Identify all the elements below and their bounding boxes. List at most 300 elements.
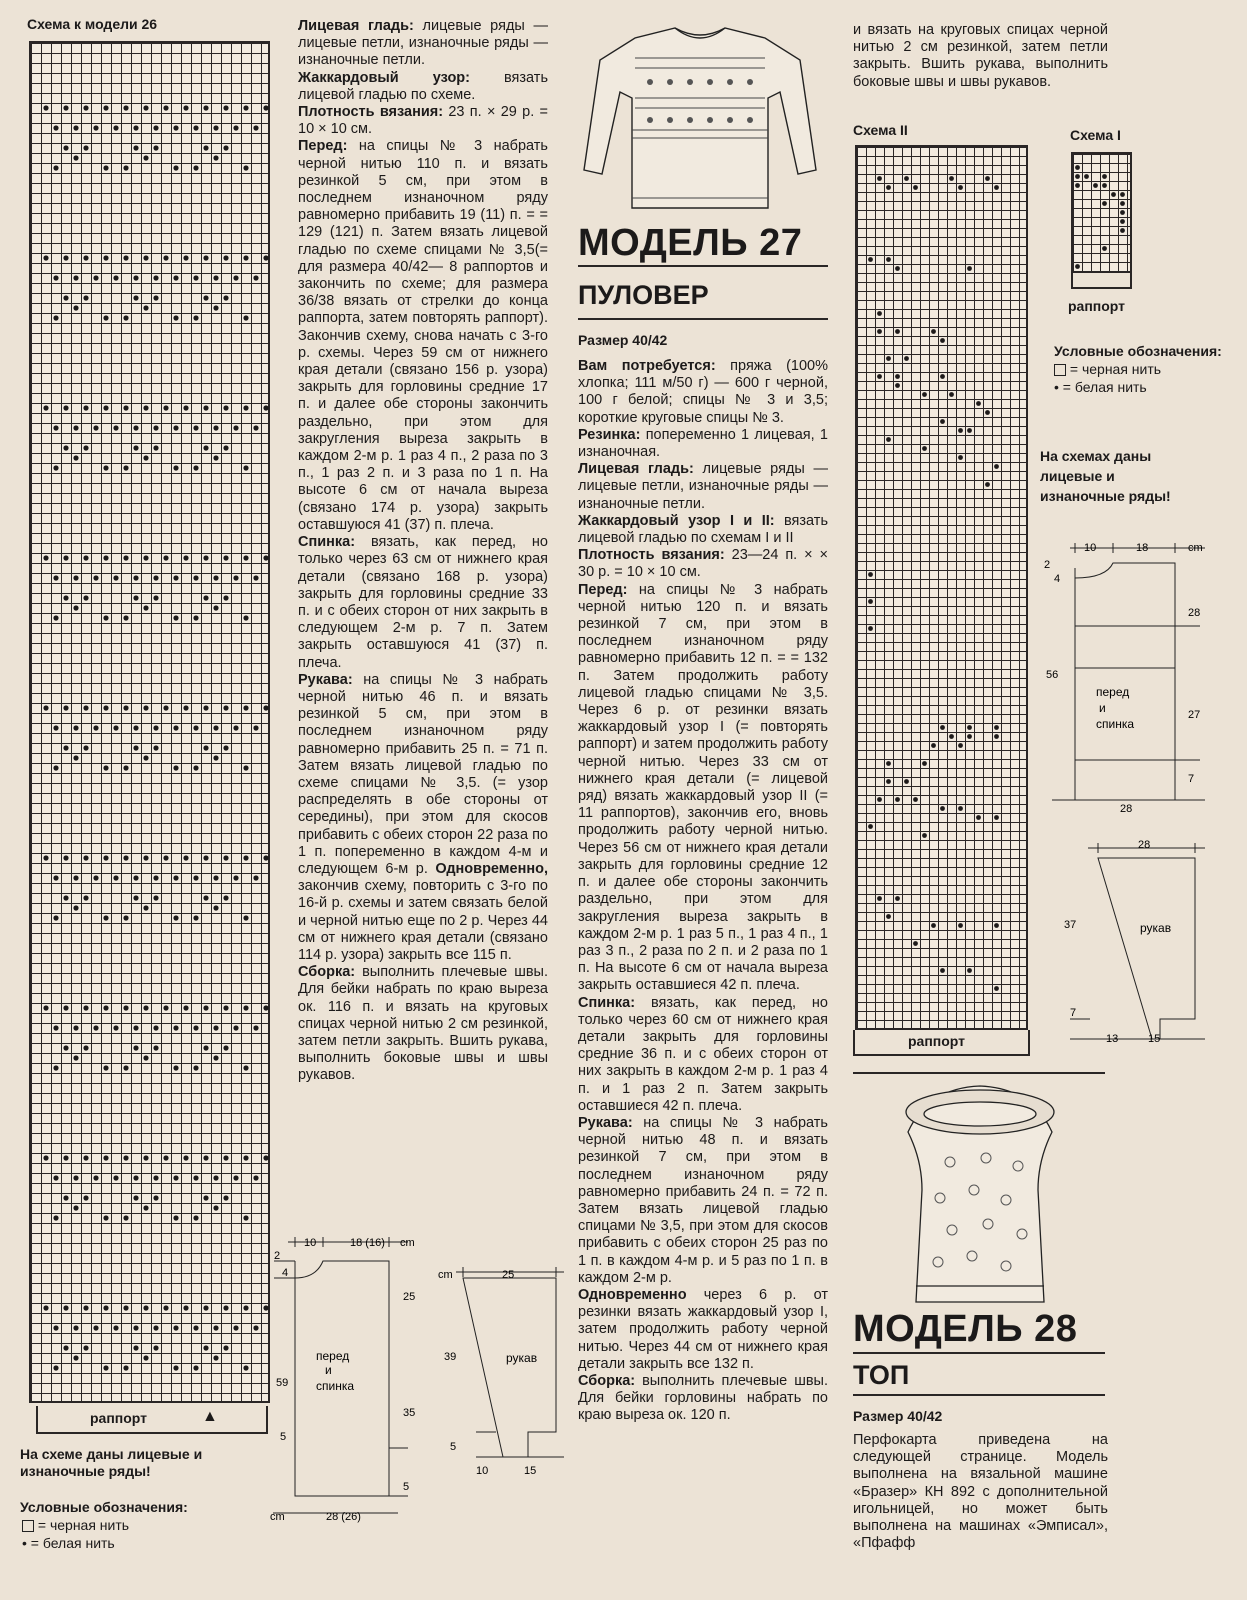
scheme2-dot [958,806,963,811]
scheme26-dot [83,145,88,150]
scheme26-dot [103,555,108,560]
scheme26-dot [223,1155,228,1160]
scheme26-rapport-label: раппорт [90,1410,148,1426]
scheme1-dot [1120,201,1125,206]
scheme26-dots [31,43,272,1405]
scheme26-dot [133,1345,138,1350]
scheme2-dot [940,419,945,424]
scheme1-grid [1071,152,1132,273]
scheme26-dot [53,275,58,280]
scheme2-dot [886,914,891,919]
scheme26-dot [173,165,178,170]
scheme26-dot [103,315,108,320]
pattern27-body [1040,538,1210,823]
scheme26-dot [223,255,228,260]
scheme26-dot [223,295,228,300]
p26-left-5: 5 [280,1431,287,1443]
scheme26-dot [143,1005,148,1010]
scheme26-dot [103,705,108,710]
scheme26-dot [53,1025,58,1030]
scheme26-dot [73,605,78,610]
scheme26-dot [123,765,128,770]
scheme26-dot [133,1195,138,1200]
p26-sl-top: 25 [502,1269,515,1281]
scheme26-dot [123,465,128,470]
p26-sl-10: 10 [476,1465,489,1477]
scheme2-dot [886,356,891,361]
scheme26-dot [243,165,248,170]
p27-right-28: 28 [1188,607,1201,619]
scheme26-dot [243,105,248,110]
scheme26-dot [193,165,198,170]
scheme26-dot [93,1325,98,1330]
scheme26-dot [63,1155,68,1160]
p27-right-27: 27 [1188,709,1201,721]
scheme2-dot [949,176,954,181]
scheme1-dot [1102,183,1107,188]
scheme26-dot [83,405,88,410]
scheme26-dot [173,1365,178,1370]
scheme26-dot [123,1365,128,1370]
scheme26-dot [113,725,118,730]
scheme2-dot [931,743,936,748]
scheme2-dot [904,176,909,181]
scheme1-dot [1102,201,1107,206]
scheme26-dot [103,1005,108,1010]
m27-p9-title: Одновременно [578,1286,687,1303]
scheme26-dot [93,875,98,880]
scheme26-dot [113,1175,118,1180]
scheme2-dot [958,923,963,928]
scheme26-dot [223,555,228,560]
scheme26-dot [43,405,48,410]
scheme26-dot [53,465,58,470]
scheme26-dot [223,745,228,750]
p26-top-cm: cm [400,1237,415,1249]
scheme26-dot [173,425,178,430]
scheme26-dot [233,875,238,880]
scheme1-dot [1075,264,1080,269]
m27-p10: выполнить плечевые швы. Для бейки горловины набрать по краю выреза ок. 120 п. [578,1372,828,1424]
m26-p5: вязать, как перед, но только через 63 см от нижнего края детали (связано 168 р. узора) закрыть для горловины средние 33 п. и с обеих сторон от них закрыть в следующем 2-м р. 7 п. Затем закрыть оставшуюся 41 (37) п. плеча. [298,534,548,671]
scheme26-dot [83,895,88,900]
scheme2-dot [949,734,954,739]
scheme26-dot [173,1325,178,1330]
model28-rule-top [853,1072,1105,1074]
scheme26-dot [103,465,108,470]
p27-sl-37: 37 [1064,919,1077,931]
m26-p6-emph: Одновременно, [435,860,548,877]
p26-sl-cm: cm [438,1269,453,1281]
scheme26-dot [143,1205,148,1210]
scheme26-dot [133,725,138,730]
scheme2-dot [868,257,873,262]
pattern27-outline [1075,563,1175,800]
scheme26-dot [203,1195,208,1200]
scheme26-dot [113,425,118,430]
scheme26-dot [173,575,178,580]
scheme26-dot [163,255,168,260]
scheme26-dot [53,1065,58,1070]
scheme26-dot [253,875,258,880]
model27-subtitle: ПУЛОВЕР [578,280,709,310]
scheme2-dot [994,923,999,928]
scheme2-dot [922,446,927,451]
scheme26-dot [123,1215,128,1220]
scheme26-dot [243,405,248,410]
top28-illustration [888,1080,1073,1312]
pattern26-sleeve-outline [463,1278,556,1457]
scheme26-dot [103,1065,108,1070]
scheme1-dot [1084,174,1089,179]
scheme26-dot [213,1205,218,1210]
scheme2-dot [868,599,873,604]
scheme26-dot [193,1025,198,1030]
scheme26-dot [63,405,68,410]
scheme1-rapport-bracket [1071,273,1132,289]
scheme26-dot [233,575,238,580]
scheme1-dots [1073,154,1134,275]
p27-top-cm: cm [1188,542,1203,554]
scheme26-dot [213,905,218,910]
scheme26-dot [203,295,208,300]
scheme26-dot [203,105,208,110]
scheme26-dot [213,725,218,730]
scheme2-dot [886,761,891,766]
pattern27-sleeve [1040,836,1210,1056]
scheme26-dot [203,255,208,260]
p27-right-7: 7 [1188,773,1195,785]
scheme26-dot [223,1195,228,1200]
scheme26-dot [143,555,148,560]
scheme26-dot [193,915,198,920]
scheme2-dot [895,383,900,388]
scheme26-dot [143,1305,148,1310]
scheme26-dot [63,745,68,750]
scheme26-dot [133,145,138,150]
scheme26-dot [103,765,108,770]
scheme26-dot [53,1365,58,1370]
scheme26-dot [223,445,228,450]
m27-p6: на спицы № 3 набрать черной нитью 120 п. и вязать резинкой 7 см, при этом в последнем изнаночном ряду равномерно прибавить 12 п. = = 132 п. Затем продолжить работу лицевой гладью спицами № 3,5. Через 6 р. от резинки вязать жаккардовый узор I (= повторять раппорт) и затем продолжить работу черной нитью. Через 33 см от нижнего края детали (= лицевой ряд) вязать жаккардовый узор II (= 11 раппортов), закончив его, вновь продолжить работу черной нитью. Через 56 см от нижнего края детали закрыть для горловины средние 12 п. и далее обе стороны закончить раздельно, при этом для закругления выреза закрыть в каждом 2-м р. 1 раз 5 п., 1 раз 4 п., 1 раз 3 п., 2 раза по 2 п. и 2 раза по 1 п. На высоте 6 см от начала выреза закрыть оставшиеся 42 п. плеча. [578,581,828,994]
scheme26-dot [243,705,248,710]
scheme1-dot [1102,174,1107,179]
model28-size: Размер 40/42 [853,1408,943,1424]
scheme26-dot [243,615,248,620]
p26-label1: перед [316,1349,350,1363]
scheme1-dot [1093,183,1098,188]
model28-rule2 [853,1394,1105,1396]
p26-sl-label: рукав [506,1351,538,1365]
scheme26-dot [43,255,48,260]
scheme26-dot [123,705,128,710]
scheme26-dot [83,1345,88,1350]
scheme26-dot [173,275,178,280]
scheme26-dot [193,575,198,580]
scheme1-dot [1075,165,1080,170]
scheme26-dot [73,1355,78,1360]
scheme2-dot [994,464,999,469]
scheme2-dot [895,896,900,901]
scheme26-dot [93,275,98,280]
p26-left-59: 59 [276,1377,289,1389]
scheme26-dot [83,445,88,450]
scheme26-dot [183,255,188,260]
scheme2-dot [886,437,891,442]
scheme26-dot [73,155,78,160]
p26-right-5: 5 [403,1481,410,1493]
p27-label3: спинка [1096,717,1135,731]
scheme26-dot [83,1195,88,1200]
scheme26-dot [263,1005,268,1010]
scheme26-dot [183,855,188,860]
scheme26-dot [43,1155,48,1160]
scheme2-dot [913,797,918,802]
scheme26-dot [113,1025,118,1030]
scheme26-dot [253,1325,258,1330]
scheme26-dot [53,725,58,730]
scheme26-dot [213,1175,218,1180]
scheme2-dot [922,392,927,397]
scheme26-dot [123,165,128,170]
scheme26-dot [173,315,178,320]
scheme26-dot [153,725,158,730]
scheme26-dot [203,1305,208,1310]
scheme26-dot [133,1045,138,1050]
scheme26-dot [203,445,208,450]
scheme26-dot [213,1025,218,1030]
scheme26-dot [73,755,78,760]
scheme26-dot [203,855,208,860]
model28-title: МОДЕЛЬ 28 [853,1308,1078,1350]
scheme26-dot [213,455,218,460]
scheme26-dot [153,875,158,880]
p27-sl-7: 7 [1070,1007,1077,1019]
scheme26-dot [223,895,228,900]
scheme26-dot [83,555,88,560]
scheme26-dot [193,125,198,130]
scheme26-dot [143,1355,148,1360]
p26-top-18: 18 (16) [350,1237,385,1249]
scheme26-dot [163,1305,168,1310]
scheme1-dot [1075,183,1080,188]
scheme26-dot [173,1025,178,1030]
scheme26-dot [73,1055,78,1060]
scheme1-dot [1120,192,1125,197]
p27-label1: перед [1096,685,1130,699]
p26-right-35: 35 [403,1407,416,1419]
scheme1-dot [1120,210,1125,215]
scheme26-dot [153,125,158,130]
scheme26-dot [243,1005,248,1010]
m26-p3: 23 п. × 29 р. = 10 × 10 см. [298,104,548,138]
scheme26-dot [63,1195,68,1200]
scheme26-dot [73,1025,78,1030]
m27-p6-title: Перед: [578,581,628,598]
scheme26-dot [123,405,128,410]
scheme26-dot [173,615,178,620]
scheme26-dot [43,1305,48,1310]
scheme26-dot [183,1005,188,1010]
scheme26-dot [93,575,98,580]
scheme2-dot [958,743,963,748]
scheme26-dot [183,1305,188,1310]
scheme26-dot [63,595,68,600]
scheme26-dot [243,1305,248,1310]
white-square-icon [1054,364,1066,376]
scheme26-dot [123,315,128,320]
scheme26-dot [203,555,208,560]
legend2-black: = черная нить [1069,361,1162,377]
scheme26-dot [223,595,228,600]
scheme26-dot [243,765,248,770]
scheme2-dot [913,185,918,190]
scheme26-dot [103,615,108,620]
model28-text: Перфокарта приведена на следующей странице. Модель выполнена на вязальной машине «Бразер» КН 892 с дополнительной игольницей, но может быть выполнена на машинах «Эмписал», «Пфафф [853,1432,1108,1552]
scheme2-dot [922,833,927,838]
scheme26-dot [93,425,98,430]
scheme26-dot [103,405,108,410]
scheme2-dot [877,329,882,334]
scheme2-dot [895,266,900,271]
scheme26-dot [53,1325,58,1330]
scheme26-dot [83,1045,88,1050]
scheme26-dot [63,895,68,900]
scheme26-dot [113,1325,118,1330]
scheme26-dot [213,125,218,130]
scheme26-dot [143,905,148,910]
scheme26-dot [203,745,208,750]
scheme26-dot [113,125,118,130]
m26-p5-title: Спинка: [298,534,356,551]
scheme26-dot [253,725,258,730]
scheme26-dot [153,275,158,280]
scheme26-dot [43,705,48,710]
scheme2-dot [895,374,900,379]
scheme26-dot [233,425,238,430]
scheme26-dot [223,1045,228,1050]
scheme26-dot [193,875,198,880]
scheme26-dot [83,105,88,110]
scheme26-dot [253,425,258,430]
scheme26-dot [193,1175,198,1180]
scheme26-dot [193,275,198,280]
scheme26-dot [253,575,258,580]
scheme26-dot [203,1005,208,1010]
legend26 [20,1498,188,1552]
scheme26-dot [233,725,238,730]
scheme2-dot [868,626,873,631]
m26-p4-title: Перед: [298,138,348,155]
scheme26-dot [103,105,108,110]
legend26-black: = черная нить [37,1517,130,1533]
scheme26-dot [53,765,58,770]
scheme26-dot [73,305,78,310]
scheme2-dot [940,374,945,379]
scheme26-dot [63,1345,68,1350]
scheme26-dot [233,275,238,280]
legend2-note: На схемах даны лицевые и изнаночные ряды! [1040,448,1171,504]
scheme26-dot [93,725,98,730]
scheme26-dot [243,1155,248,1160]
scheme2-dot [868,572,873,577]
scheme26-dot [193,425,198,430]
scheme2-dot [886,185,891,190]
p27-sl-13: 13 [1106,1033,1119,1045]
scheme26-dot [263,855,268,860]
scheme26-dot [53,165,58,170]
scheme26-dot [163,855,168,860]
scheme2-dot [994,815,999,820]
m27-p3: лицевые ряды — лицевые петли, изнаночные ряды — изнаночные петли. [578,461,828,512]
scheme26-dot [163,555,168,560]
scheme2-dot [940,725,945,730]
scheme2-dot [877,374,882,379]
scheme26-dot [63,105,68,110]
p27-sl-15: 15 [1148,1033,1161,1045]
scheme26-dot [173,765,178,770]
scheme26-dot [173,725,178,730]
p27-sl-top: 28 [1138,839,1151,851]
scheme26-dot [83,595,88,600]
scheme26-dot [153,895,158,900]
scheme26-dot [223,705,228,710]
scheme26-dot [63,445,68,450]
scheme26-dot [43,855,48,860]
scheme2-dot [940,968,945,973]
scheme26-dot [53,1215,58,1220]
scheme26-dot [143,455,148,460]
scheme26-dot [193,725,198,730]
scheme26-dot [113,875,118,880]
scheme26-dot [153,1195,158,1200]
scheme26-dot [63,1045,68,1050]
scheme26-dot [153,1175,158,1180]
scheme26-dot [203,1155,208,1160]
scheme2-dot [994,185,999,190]
scheme26-dot [203,705,208,710]
p26-label3: спинка [316,1379,355,1393]
scheme26-dot [123,615,128,620]
scheme26-dot [73,1175,78,1180]
scheme26-dot [163,1005,168,1010]
scheme26-dot [213,1325,218,1330]
model27-rule2 [578,318,828,320]
scheme26-dot [93,125,98,130]
scheme26-dot [123,1155,128,1160]
scheme2-dot [976,815,981,820]
scheme2-dot [931,329,936,334]
scheme26-dot [163,705,168,710]
scheme26-dot [83,1155,88,1160]
scheme26-dot [123,1305,128,1310]
scheme26-dot [143,855,148,860]
scheme26-dot [143,1155,148,1160]
scheme26-dot [213,155,218,160]
scheme26-dot [123,1005,128,1010]
p26-top-10: 10 [304,1237,317,1249]
scheme2-dot [940,806,945,811]
scheme26-dot [193,1365,198,1370]
scheme2-dots [857,147,1030,1032]
scheme26-dot [133,875,138,880]
p27-sl-label: рукав [1140,921,1172,935]
scheme26-dot [103,1365,108,1370]
scheme26-dot [193,1325,198,1330]
scheme26-dot [63,1005,68,1010]
scheme26-dot [103,1305,108,1310]
scheme2-dot [913,941,918,946]
